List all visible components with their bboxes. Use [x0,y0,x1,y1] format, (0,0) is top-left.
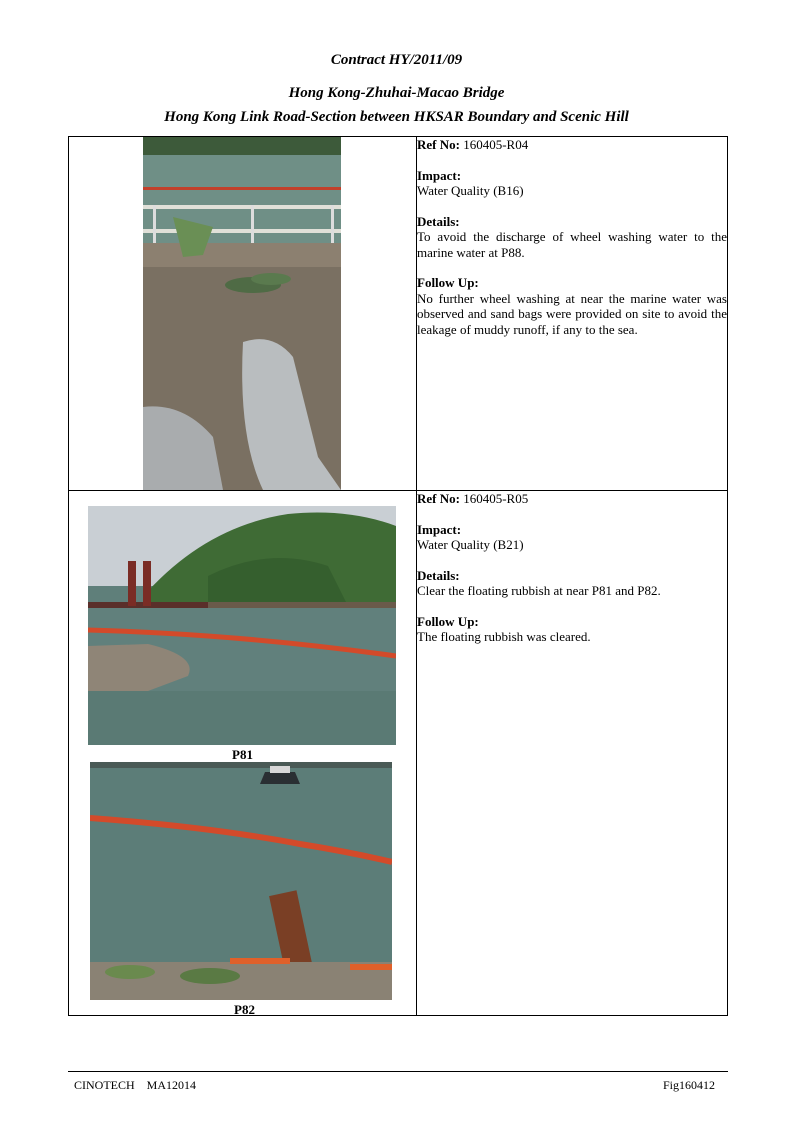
followup-text: No further wheel washing at near the marine water was observed and sand bags were provided on site to avoid the leakage of muddy runoff, if any to the sea. [417,290,727,337]
impact-block: Impact: Water Quality (B16) [417,168,727,199]
photo-cell [69,137,417,491]
details-text: Clear the floating rubbish at near P81 and P82. [417,583,661,598]
details-block: Details: Clear the floating rubbish at near P81 and P82. [417,568,727,599]
footer-left: CINOTECH MA12014 [74,1078,196,1092]
impact-value: Water Quality (B21) [417,537,524,552]
followup-block: Follow Up: No further wheel washing at near the marine water was observed and sand bags were provided on site to avoid the leakage of muddy runoff, if any to the sea. [417,275,727,337]
record-details-cell [417,137,728,491]
followup-text: The floating rubbish was cleared. [417,629,591,644]
followup-block: Follow Up: The floating rubbish was cleared. [417,614,727,645]
photo-cell [69,491,417,1016]
site-photo-p81 [88,506,396,745]
impact-block: Impact: Water Quality (B21) [417,522,727,553]
photo-caption-p82: P82 [234,1002,255,1017]
ref-block: Ref No: 160405-R04 [417,137,529,152]
details-block: Details: To avoid the discharge of wheel washing water to the marine water at P88. [417,213,727,260]
table-row [69,137,728,491]
project-title: Hong Kong-Zhuhai-Macao Bridge [288,85,505,101]
records-table [68,136,728,1016]
contract-title: Contract HY/2011/09 [330,52,463,68]
footer-right: Fig160412 [662,1078,715,1092]
footer-divider [68,1071,728,1072]
impact-value: Water Quality (B16) [417,183,524,198]
table-row [69,491,728,1016]
details-text: To avoid the discharge of wheel washing water to the marine water at P88. [417,229,727,260]
record-details-cell [417,491,728,1016]
ref-number: 160405-R05 [463,491,529,506]
section-title: Hong Kong Link Road-Section between HKSAR Boundary and Scenic Hill [164,109,629,125]
site-photo-wheel-washing [143,137,341,490]
ref-number: 160405-R04 [463,137,529,152]
site-photo-p82 [90,762,392,1000]
photo-caption-p81: P81 [232,747,253,762]
ref-block: Ref No: 160405-R05 [417,491,529,506]
